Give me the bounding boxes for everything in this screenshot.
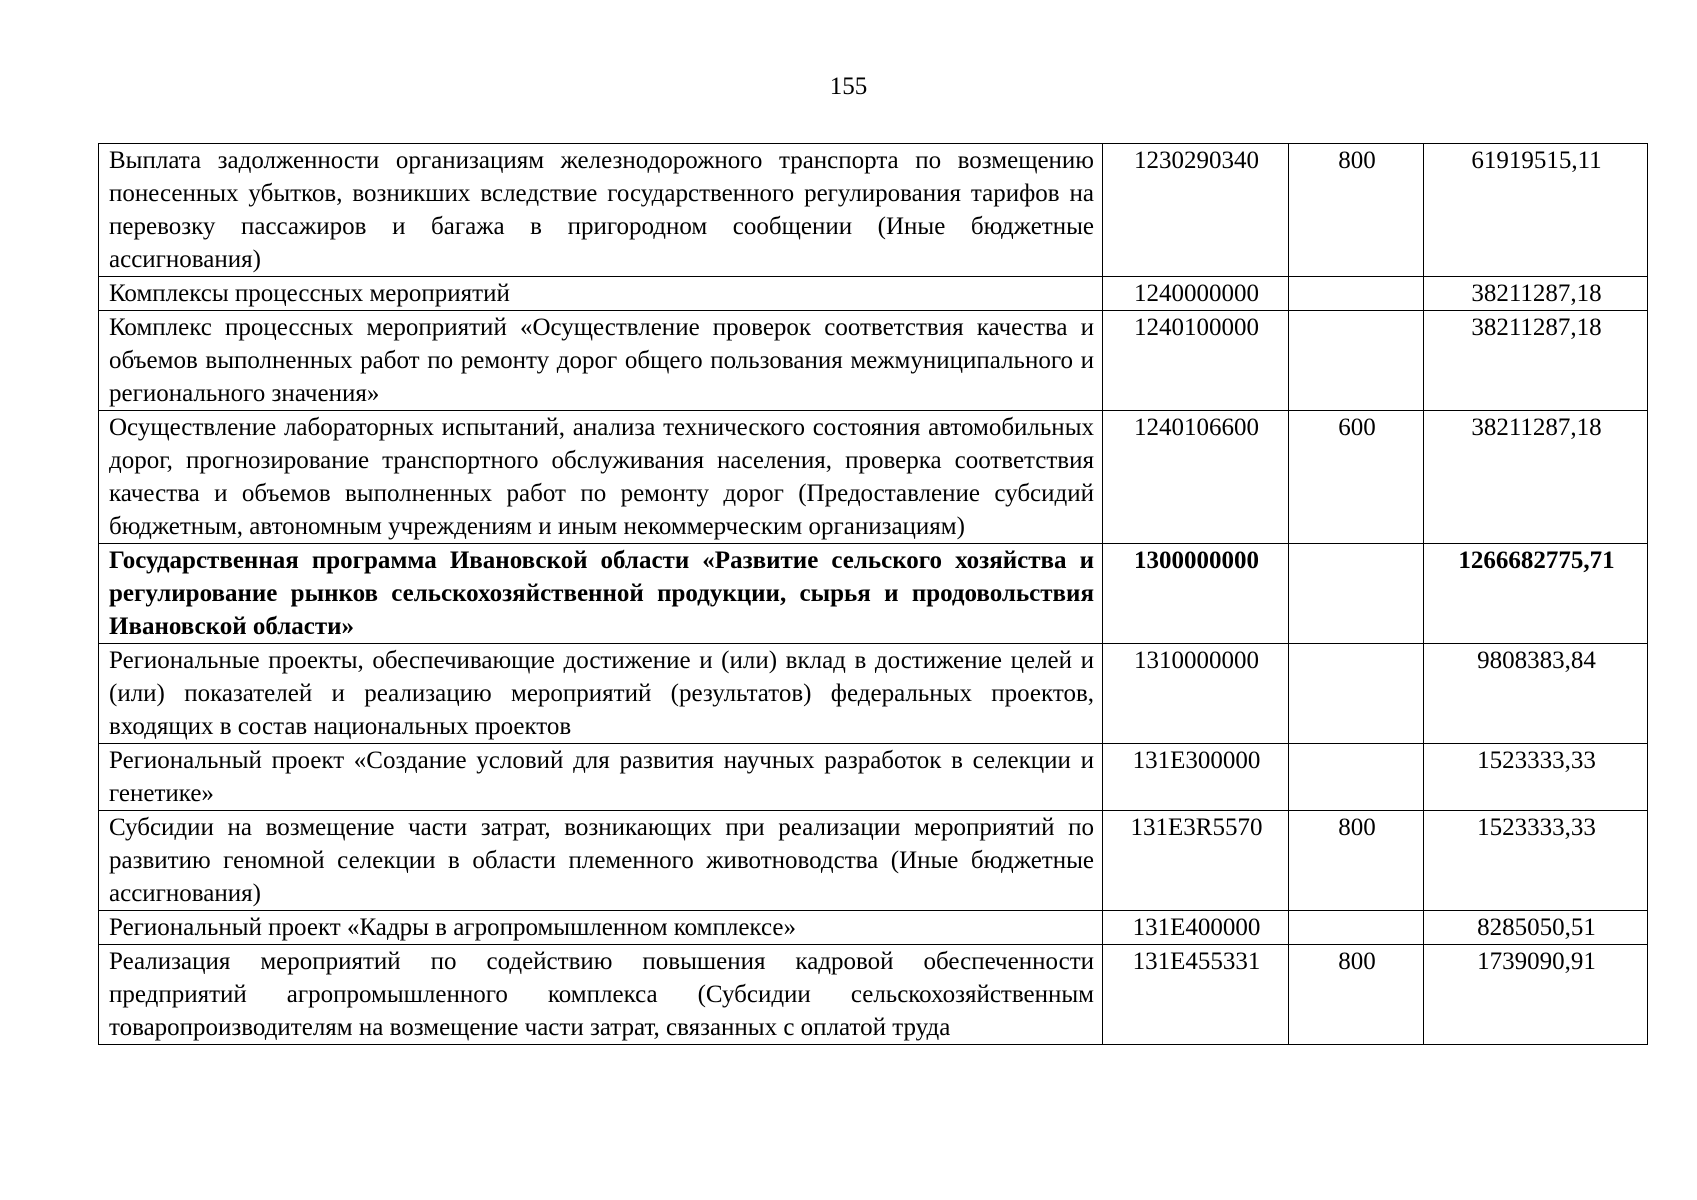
row-code: 1230290340	[1103, 144, 1289, 277]
row-code: 1240100000	[1103, 311, 1289, 411]
row-sum: 1739090,91	[1424, 945, 1648, 1045]
row-sum: 38211287,18	[1424, 277, 1648, 311]
row-name: Реализация мероприятий по содействию повышения кадровой обеспеченности предприятий агропромышленного комплекса (Субсидии сельскохозяйственным товаропроизводителям на возмещение части затрат, связанных с оплатой труда	[99, 945, 1103, 1045]
row-sum: 1523333,33	[1424, 744, 1648, 811]
table-row	[99, 811, 1648, 911]
row-expense-type: 800	[1289, 811, 1424, 911]
row-name: Региональный проект «Кадры в агропромышленном комплексе»	[99, 911, 1103, 945]
row-expense-type	[1289, 277, 1424, 311]
row-expense-type	[1289, 311, 1424, 411]
row-name: Государственная программа Ивановской области «Развитие сельского хозяйства и регулирование рынков сельскохозяйственной продукции, сырья и продовольствия Ивановской области»	[99, 544, 1103, 644]
row-code: 1300000000	[1103, 544, 1289, 644]
table-row	[99, 311, 1648, 411]
row-sum: 1523333,33	[1424, 811, 1648, 911]
row-expense-type	[1289, 644, 1424, 744]
row-expense-type	[1289, 544, 1424, 644]
row-name: Выплата задолженности организациям железнодорожного транспорта по возмещению понесенных убытков, возникших вследствие государственного регулирования тарифов на перевозку пассажиров и багажа в пригородном сообщении (Иные бюджетные ассигнования)	[99, 144, 1103, 277]
table-row	[99, 644, 1648, 744]
row-name: Региональные проекты, обеспечивающие достижение и (или) вклад в достижение целей и (или) показателей и реализацию мероприятий (результатов) федеральных проектов, входящих в состав национальных проектов	[99, 644, 1103, 744]
row-sum: 38211287,18	[1424, 311, 1648, 411]
table-row	[99, 277, 1648, 311]
row-sum: 61919515,11	[1424, 144, 1648, 277]
row-code: 1240106600	[1103, 411, 1289, 544]
table-row	[99, 945, 1648, 1045]
row-expense-type: 600	[1289, 411, 1424, 544]
row-code: 1310000000	[1103, 644, 1289, 744]
row-expense-type: 800	[1289, 144, 1424, 277]
row-name: Комплекс процессных мероприятий «Осуществление проверок соответствия качества и объемов выполненных работ по ремонту дорог общего пользования межмуниципального и регионального значения»	[99, 311, 1103, 411]
row-code: 1240000000	[1103, 277, 1289, 311]
row-name: Субсидии на возмещение части затрат, возникающих при реализации мероприятий по развитию геномной селекции в области племенного животноводства (Иные бюджетные ассигнования)	[99, 811, 1103, 911]
row-name: Осуществление лабораторных испытаний, анализа технического состояния автомобильных дорог, прогнозирование транспортного обслуживания населения, проверка соответствия качества и объемов выполненных работ по ремонту дорог (Предоставление субсидий бюджетным, автономным учреждениям и иным некоммерческим организациям)	[99, 411, 1103, 544]
row-code: 131E455331	[1103, 945, 1289, 1045]
row-sum: 8285050,51	[1424, 911, 1648, 945]
row-name: Региональный проект «Создание условий для развития научных разработок в селекции и генетике»	[99, 744, 1103, 811]
row-sum: 38211287,18	[1424, 411, 1648, 544]
table-row	[99, 411, 1648, 544]
row-expense-type	[1289, 911, 1424, 945]
table-row	[99, 144, 1648, 277]
page-number: 155	[829, 73, 868, 100]
table-row	[99, 744, 1648, 811]
row-expense-type: 800	[1289, 945, 1424, 1045]
row-code: 131E400000	[1103, 911, 1289, 945]
table-row-program	[99, 544, 1648, 644]
row-sum: 9808383,84	[1424, 644, 1648, 744]
row-code: 131E300000	[1103, 744, 1289, 811]
row-code: 131E3R5570	[1103, 811, 1289, 911]
budget-table	[98, 143, 1648, 1045]
row-sum: 1266682775,71	[1424, 544, 1648, 644]
row-name: Комплексы процессных мероприятий	[99, 277, 1103, 311]
row-expense-type	[1289, 744, 1424, 811]
table-row	[99, 911, 1648, 945]
